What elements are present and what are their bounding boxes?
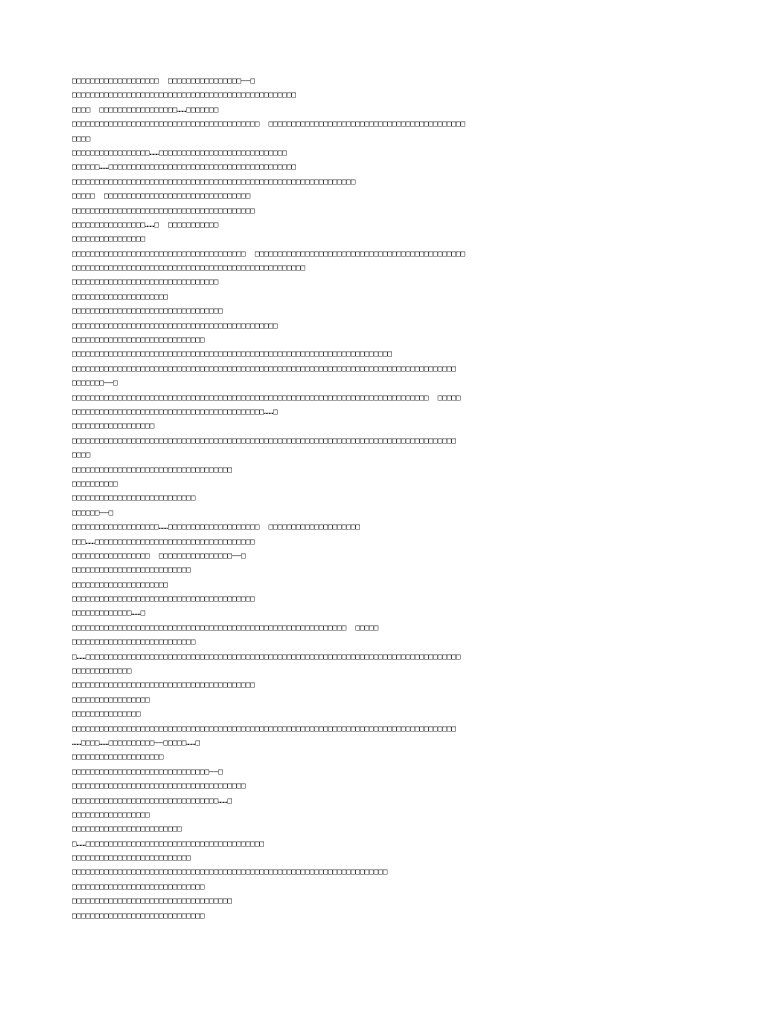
text-line: □□□□□□□□□□□□□□□□□□□□□□□□□□□□□□□□□□□□□□: [72, 781, 246, 791]
text-line: □□□□□□□□□□□□□□□□□□□□□□□□□□□□□□——□: [72, 766, 223, 776]
text-line: □□□□□□□□□□□□□□□□□□□□: [72, 752, 164, 762]
text-line: □□□□□ □□□□□□□□□□□□□□□□□□□□□□□□□□□□□□□□: [72, 191, 251, 201]
text-line: □□□□□□□□□□□□□: [72, 666, 132, 676]
text-line: □□□□□□□□□□□□□□□□□ □□□□□□□□□□□□□□□□——□: [72, 550, 246, 560]
text-line: □□□□□□——□: [72, 507, 114, 517]
text-line: □□□□: [72, 133, 91, 143]
text-line: □□□□□□□□□□□□□□□□□□□□□□□□□□□□□□□□□□□□□□□□□□□□□□□□□□□: [72, 263, 306, 273]
text-line: □□□□□□□□□□□□□□□□□□□□□□□□□□□□□□□□□□□□□□□□: [72, 205, 255, 215]
text-line: □……□□□□□□□□□□□□□□□□□□□□□□□□□□□□□□□□□□□□□□□□□□□□□□□□□□□□□□□□□□□□□□□□□□□□□□□□□□□□□□□□□□: [72, 651, 461, 661]
text-line: □□□□□□□□□□□□□□□□□□□□□□□□□□□□□□□□□□□□□□□□□□……□: [72, 406, 278, 416]
text-line: □□□□□□□□□□□□□□□□□□□□□□□□□□□□□□□□□□□□□□□□□ □□□□□□□□□□□□□□□□□□□□□□□□□□□□□□□□□□□□□□□□□□□: [72, 119, 466, 129]
text-line: □□□□□□□□□□□□□□□□□□□□□□□□□□□□□: [72, 910, 205, 920]
text-line: □□□□□□□□□□□□□□□□□□□□□: [72, 579, 169, 589]
text-line: □□□□□□□□□□□□□□□□□□□□□□□□□□: [72, 565, 191, 575]
text-line: □□□□□□□□□□□□□□□: [72, 709, 141, 719]
text-line: □□□□□□□□□□□□□□□□□□□□□□□□□□□□□□□□……□: [72, 795, 233, 805]
text-line: □……□□□□□□□□□□□□□□□□□□□□□□□□□□□□□□□□□□□□□□□: [72, 838, 265, 848]
text-line: □□□□□□□□□□□□□□□□□……□□□□□□□□□□□□□□□□□□□□□□□□□□□□: [72, 147, 287, 157]
text-line: □□□□□□□□□□□□□□□□□□□□□□□□□□□□□□□□□□□□□□□□□□□□□□□□□□□□□□□□□□□□□□□□□□□□□□□□□□□□□□ □□□□□: [72, 392, 461, 402]
text-line: □□□□□□□□□□□□□□□□□□□……□□□□□□□□□□□□□□□□□□□□ □□□□□□□□□□□□□□□□□□□□: [72, 522, 361, 532]
text-line: □□□□□□□□□□□□□□□□□□□□□□□□□□□□□□□□□□□: [72, 896, 233, 906]
text-line: □□□□□□□□□□□□□□□□□□□□□□□□□□□□□□□□□□□□□□□□□□□□□□□□□□□□□□□□□□□□ □□□□□: [72, 622, 379, 632]
text-line: □□□□□□□□□□□□□□□□□□□□□□□□: [72, 824, 182, 834]
text-line: □□□□□□□□□□□□□□□□□□□□□□□□□□□□□□□□□□□□□□□□□□□□□: [72, 320, 278, 330]
text-line: □□□□: [72, 450, 91, 460]
text-line: □□□□□□□□□□□□□□□□□□□□□□□□□□□□□□□□□□□□□□□□□□□□□□□□□□□□□□□□□□□□□□□□□□□□□□□□□□□□□□□□□□□□: [72, 363, 457, 373]
text-line: □□□□□□□□□□□□□□□□□□□□□□□□□□□□□□□□□: [72, 306, 223, 316]
text-line: □□□□□□□□□□□□□□□□□□□□□□□□□□□□□: [72, 881, 205, 891]
text-line: □□□□□□□□□□□□□□□□□□□□□□□□□□□□□□□□□□□□□□□□□□□□□□□□□□□□□□□□□□□□□□□□□□□□□□□□□□□□□□□□□□□□: [72, 723, 457, 733]
text-line: □□□□□□□□□□□□□……□: [72, 608, 146, 618]
text-line: □□□□□□□□□□□□□□□□……□ □□□□□□□□□□□: [72, 219, 219, 229]
text-line: □□□□□□□——□: [72, 378, 118, 388]
text-line: □□□□□□□□□□□□□□□□□: [72, 694, 150, 704]
text-line: □□□□□□□□□□□□□□□□□□□□□□□□□□□□□□□□□□□□□□□□□□□□□□□□□: [72, 90, 297, 100]
text-line: □□□□□□□□□□□□□□□□□□□□□□□□□□□: [72, 637, 196, 647]
text-line: □□□□□□□□□□□□□□□□□□□□□□□□□□: [72, 853, 191, 863]
text-line: □□□□□□□□□□□□□□□□□□□□□□□□□□□□□□□□□□□□□□□□□□□□□□□□□□□□□□□□□□□□□□□□□□□□□□□□□□□□□□□□□□□□: [72, 435, 457, 445]
text-line: □□□□□□□□□□□□□□□□□□□□□□□□□□□□□□□□□□□□□□ □□□□□□□□□□□□□□□□□□□□□□□□□□□□□□□□□□□□□□□□□□□□□□: [72, 248, 466, 258]
text-line: □□□□□□□□□□□□□□□□□□□□□□□□□□□□□□□□□□□□□□□□□□□□□□□□□□□□□□□□□□□□□□□□□□□□□□: [72, 349, 393, 359]
text-line: □□□□□□……□□□□□□□□□□□□□□□□□□□□□□□□□□□□□□□□□□□□□□□□□: [72, 162, 297, 172]
text-line: □□□□ □□□□□□□□□□□□□□□□□……□□□□□□□: [72, 104, 219, 114]
text-line: □□□□□□□□□□□□□□□□□□□□□□□□□□□□□: [72, 335, 205, 345]
text-line: □□□□□□□□□□□□□□□□□□□ □□□□□□□□□□□□□□□□——□: [72, 76, 255, 85]
text-line: ……□□□□……□□□□□□□□□□——□□□□□……□: [72, 737, 201, 747]
text-line: □□□□□□□□□□□□□□□□□□□□□□□□□□□□□□□□□□□□□□□□: [72, 680, 255, 690]
text-line: □□□□□□□□□□□□□□□□□□□□□□□□□□□□□□□□□□□: [72, 464, 233, 474]
text-line: □□□□□□□□□□□□□□□□□□□□□□□□□□□□□□□□□□□□□□□□□□□□□□□□□□□□□□□□□□□□□□□□□□□□□: [72, 867, 388, 877]
text-line: □□□□□□□□□□□□□□□□□□: [72, 421, 155, 431]
text-line: □□□□□□□□□□□□□□□□□: [72, 809, 150, 819]
text-line: □□□□□□□□□□□□□□□□□□□□□□□□□□□□□□□□□□□□□□□□: [72, 594, 255, 604]
text-line: □□□□□□□□□□□□□□□□□□□□□□□□□□□□□□□□□□□□□□□□□□□□□□□□□□□□□□□□□□□□□□: [72, 176, 356, 186]
text-line: □□□□□□□□□□□□□□□□□□□□□□□□□□□: [72, 493, 196, 503]
text-line: □□□□□□□□□□□□□□□□□□□□□: [72, 291, 169, 301]
document-page: [72, 74, 698, 923]
text-line: □□□……□□□□□□□□□□□□□□□□□□□□□□□□□□□□□□□□□□□: [72, 536, 255, 546]
text-line: □□□□□□□□□□□□□□□□□□□□□□□□□□□□□□□□: [72, 277, 219, 287]
text-line: □□□□□□□□□□□□□□□□: [72, 234, 146, 244]
text-line: □□□□□□□□□□: [72, 478, 118, 488]
